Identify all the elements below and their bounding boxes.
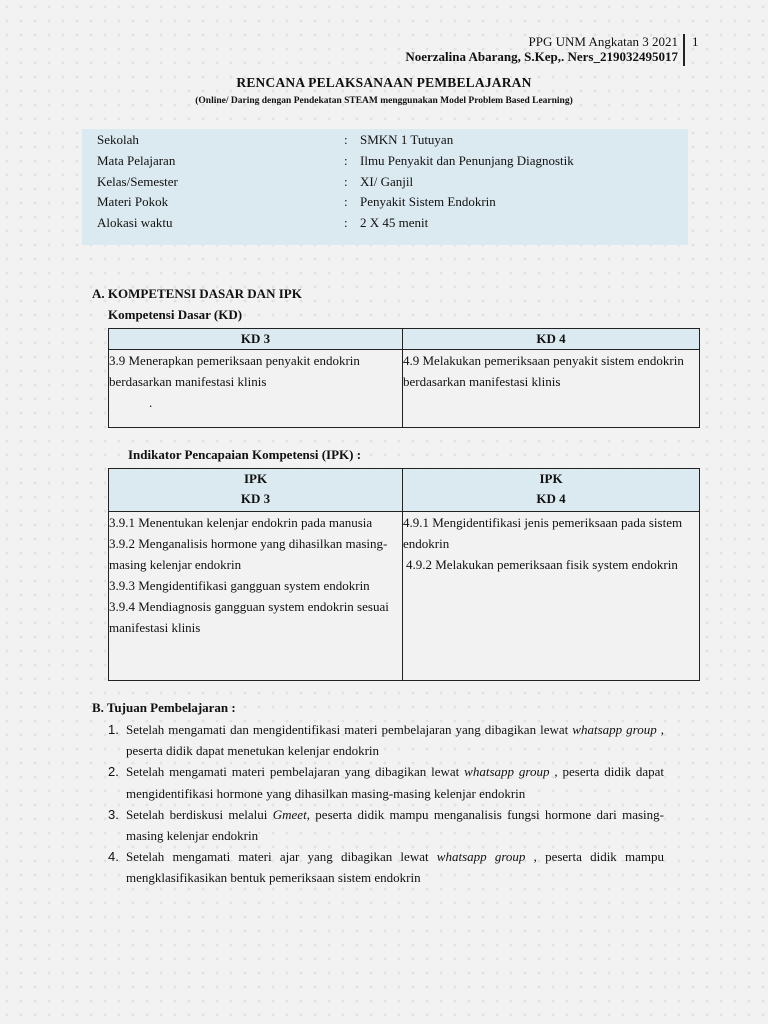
kd-title: Kompetensi Dasar (KD) xyxy=(108,307,243,322)
info-value: Penyakit Sistem Endokrin xyxy=(360,194,496,209)
section-b-heading: B. Tujuan Pembelajaran : xyxy=(92,700,236,715)
header-divider xyxy=(683,34,685,66)
goal-number: 3. xyxy=(108,806,119,822)
info-colon: : xyxy=(344,215,348,230)
kd4-text: 4.9 Melakukan pemeriksaan penyakit sistem endokrin berdasarkan manifestasi klinis xyxy=(403,353,684,389)
info-value: Ilmu Penyakit dan Penunjang Diagnostik xyxy=(360,153,574,168)
goal-emphasis: whatsapp group xyxy=(572,722,657,737)
ipk-item: 3.9.3 Mengidentifikasi gangguan system endokrin xyxy=(109,578,370,593)
info-colon: : xyxy=(344,132,348,147)
info-value: SMKN 1 Tutuyan xyxy=(360,132,454,147)
ipk-header-label: IPK xyxy=(243,471,268,486)
ipk-header-kd3 xyxy=(109,469,403,512)
goal-emphasis: whatsapp group xyxy=(436,849,526,865)
goal-item xyxy=(108,804,664,846)
info-label: Alokasi waktu xyxy=(97,215,173,230)
goal-item xyxy=(108,761,664,803)
ipk-header-label: IPK xyxy=(539,471,563,486)
goal-number: 2. xyxy=(108,764,119,780)
ipk-header-kd: KD 4 xyxy=(536,491,566,506)
goal-item xyxy=(108,719,664,761)
kd-header-kd4: KD 4 xyxy=(403,329,700,350)
header-program: PPG UNM Angkatan 3 2021 xyxy=(528,34,678,49)
goal-text: , peserta didik mampu menganalisis fungsi hormone dari masing-masing kelenjar endokrin xyxy=(126,806,664,844)
ipk-item: 4.9.1 Mengidentifikasi jenis pemeriksaan pada sistem endokrin xyxy=(403,515,683,551)
info-value: 2 X 45 menit xyxy=(360,215,429,230)
document-title: RENCANA PELAKSANAAN PEMBELAJARAN xyxy=(236,75,532,90)
info-label: Kelas/Semester xyxy=(97,174,178,189)
goal-text: Setelah mengamati materi ajar yang dibagikan lewat xyxy=(126,849,437,865)
ipk-header-kd4 xyxy=(403,469,700,512)
goal-text: , peserta didik dapat mengidentifikasi hormone yang dihasilkan masing-masing kelenjar endokrin xyxy=(126,764,664,801)
ipk-header-kd: KD 3 xyxy=(240,491,271,506)
ipk-table xyxy=(108,468,700,681)
info-box xyxy=(82,129,688,245)
ipk-item: 3.9.2 Menganalisis hormone yang dihasilkan masing-masing kelenjar endokrin xyxy=(109,536,388,572)
goal-number: 1. xyxy=(108,722,119,737)
kd-header-kd3: KD 3 xyxy=(109,329,403,350)
ipk-title: Indikator Pencapaian Kompetensi (IPK) : xyxy=(128,447,362,462)
kd3-cell xyxy=(109,350,403,428)
info-colon: : xyxy=(344,174,348,189)
goal-text: Setelah mengamati materi pembelajaran yang dibagikan lewat xyxy=(126,764,465,780)
info-label: Materi Pokok xyxy=(97,194,169,209)
goal-emphasis: Gmeet xyxy=(272,806,307,822)
goals-list xyxy=(108,719,664,889)
info-value: XI/ Ganjil xyxy=(360,174,414,189)
goal-text: , peserta didik mampu mengklasifikasikan bentuk pemeriksaan sistem endokrin xyxy=(126,849,664,886)
section-a-heading: A. KOMPETENSI DASAR DAN IPK xyxy=(92,286,302,301)
goal-text: Setelah berdiskusi melalui xyxy=(126,806,273,822)
kd4-cell xyxy=(403,350,700,428)
kd3-stray-mark: . xyxy=(149,395,153,410)
kd3-text: 3.9 Menerapkan pemeriksaan penyakit endokrin berdasarkan manifestasi klinis xyxy=(109,353,360,389)
ipk-item: 3.9.4 Mendiagnosis gangguan system endokrin sesuai manifestasi klinis xyxy=(109,599,389,635)
header-author: Noerzalina Abarang, S.Kep,. Ners_219032495017 xyxy=(405,49,678,64)
ipk-item: 3.9.1 Menentukan kelenjar endokrin pada manusia xyxy=(109,515,373,530)
ipk-kd3-cell xyxy=(109,512,403,681)
goal-number: 4. xyxy=(108,849,119,865)
goal-emphasis: whatsapp group xyxy=(464,764,550,780)
page-number: 1 xyxy=(692,34,699,49)
info-colon: : xyxy=(344,153,348,168)
info-colon: : xyxy=(344,194,348,209)
goal-text: Setelah mengamati dan mengidentifikasi materi pembelajaran yang dibagikan lewat xyxy=(126,722,573,737)
document-subtitle: (Online/ Daring dengan Pendekatan STEAM menggunakan Model Problem Based Learning) xyxy=(195,96,573,106)
kd-table xyxy=(108,328,700,428)
goal-text: , peserta didik dapat menetukan kelenjar endokrin xyxy=(126,722,665,759)
ipk-item: 4.9.2 Melakukan pemeriksaan fisik system endokrin xyxy=(406,557,678,572)
info-label: Mata Pelajaran xyxy=(97,153,176,168)
info-label: Sekolah xyxy=(97,132,139,147)
goal-item xyxy=(108,846,664,888)
ipk-kd4-cell xyxy=(403,512,700,681)
